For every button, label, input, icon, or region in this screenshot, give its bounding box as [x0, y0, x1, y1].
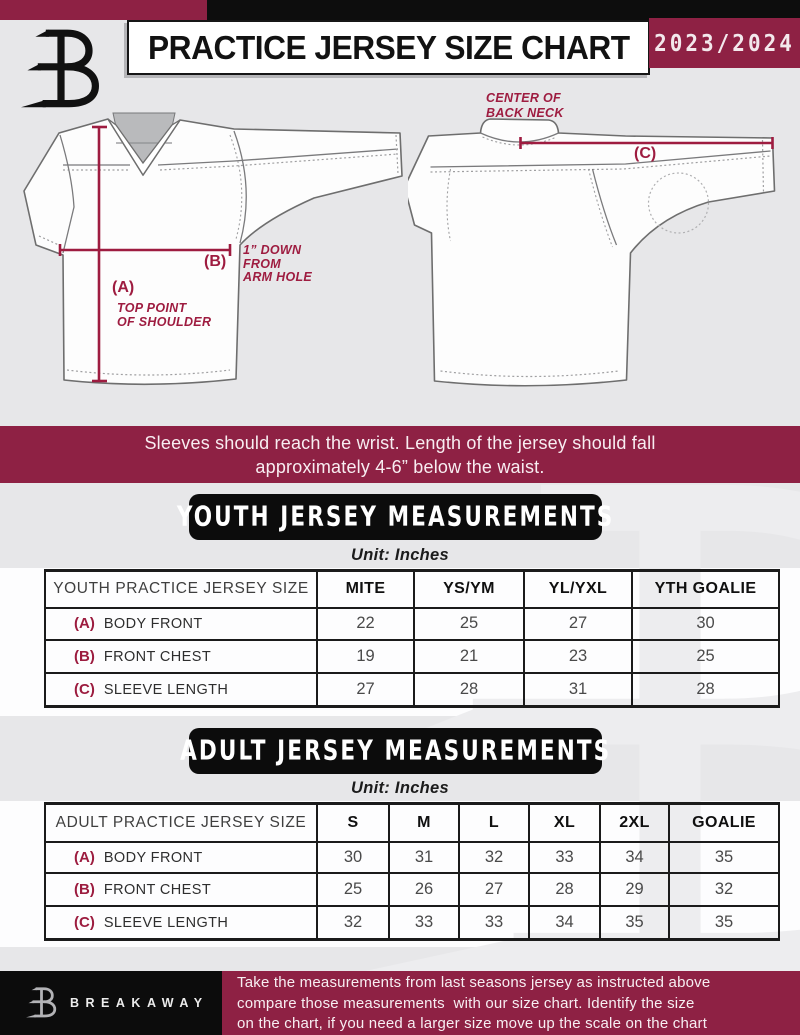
cell-value: 34	[529, 906, 600, 940]
cell-value: 30	[632, 608, 779, 640]
cell-value: 21	[414, 640, 524, 673]
cell-value: 35	[600, 906, 669, 940]
adult-banner-title: ADULT JERSEY MEASUREMENTS	[179, 735, 612, 767]
adult-col-s: S	[317, 804, 389, 842]
adult-size-table	[44, 802, 780, 941]
youth-section-banner	[176, 494, 615, 540]
row-key: (C)	[74, 913, 95, 931]
footer-instruction-line-2: compare those measurements with our size chart. Identify the size	[237, 994, 695, 1012]
breakaway-logo-icon	[20, 26, 102, 114]
youth-banner-title: YOUTH JERSEY MEASUREMENTS	[176, 501, 615, 533]
back-neck-label: CENTER OF BACK NECK	[486, 91, 564, 120]
adult-col-m: M	[389, 804, 459, 842]
page-title-box	[127, 20, 650, 75]
season-badge	[649, 18, 800, 68]
row-label: FRONT CHEST	[103, 648, 212, 665]
cell-value: 31	[389, 842, 459, 873]
table-row	[45, 673, 779, 707]
youth-col-ylyxl: YL/YXL	[524, 571, 632, 608]
adult-col-2xl: 2XL	[600, 804, 669, 842]
label-c: (C)	[634, 145, 657, 162]
row-label: FRONT CHEST	[103, 881, 212, 898]
label-a: (A)	[112, 279, 135, 296]
cell-value: 25	[317, 873, 389, 906]
row-label: SLEEVE LENGTH	[103, 914, 229, 931]
row-label: SLEEVE LENGTH	[103, 681, 229, 698]
footer-instruction-line-1: Take the measurements from last seasons jersey as instructed above	[237, 974, 711, 991]
back-jersey-diagram	[408, 103, 793, 403]
youth-col-mite: MITE	[317, 571, 414, 608]
table-row	[45, 608, 779, 640]
adult-col-l: L	[459, 804, 529, 842]
top-band-black	[207, 0, 800, 20]
cell-value: 33	[459, 906, 529, 940]
fit-notice-line-1: Sleeves should reach the wrist. Length of the jersey should fall	[144, 432, 656, 453]
youth-unit-label: Unit: Inches	[350, 546, 450, 564]
adult-unit-label: Unit: Inches	[350, 779, 450, 797]
cell-value: 35	[669, 842, 779, 873]
label-b-description: 1” DOWN FROM ARM HOLE	[243, 243, 313, 284]
row-key: (C)	[74, 680, 95, 698]
cell-value: 32	[669, 873, 779, 906]
adult-header-row	[45, 804, 779, 842]
footer-instruction-line-3: on the chart, if you need a larger size move up the scale on the chart	[237, 1015, 708, 1032]
cell-value: 30	[317, 842, 389, 873]
fit-notice-line-2: approximately 4-6” below the waist.	[255, 456, 545, 477]
row-key: (A)	[74, 615, 95, 632]
cell-value: 31	[524, 673, 632, 707]
cell-value: 29	[600, 873, 669, 906]
cell-value: 22	[317, 608, 414, 640]
youth-size-table	[44, 569, 780, 708]
row-key: (B)	[74, 647, 95, 665]
cell-value: 26	[389, 873, 459, 906]
adult-col-xl: XL	[529, 804, 600, 842]
back-jersey-body	[408, 119, 775, 386]
row-label: BODY FRONT	[103, 849, 203, 866]
adult-section-banner	[179, 728, 612, 774]
cell-value: 32	[459, 842, 529, 873]
row-key: (A)	[74, 848, 95, 866]
cell-value: 33	[529, 842, 600, 873]
label-a-description: TOP POINT OF SHOULDER	[117, 301, 212, 329]
youth-col-goalie: YTH GOALIE	[632, 571, 779, 608]
cell-value: 27	[524, 608, 632, 640]
cell-value: 34	[600, 842, 669, 873]
adult-col-goalie: GOALIE	[669, 804, 779, 842]
footer-brand-block	[0, 971, 222, 1035]
cell-value: 28	[632, 673, 779, 707]
cell-value: 28	[529, 873, 600, 906]
adult-size-column-header: ADULT PRACTICE JERSEY SIZE	[45, 804, 317, 842]
table-row	[45, 640, 779, 673]
cell-value: 23	[524, 640, 632, 673]
season-label: 2023/2024	[654, 29, 795, 57]
cell-value: 28	[414, 673, 524, 707]
table-row	[45, 873, 779, 906]
footer-instructions	[222, 971, 800, 1035]
top-band-maroon	[0, 0, 207, 20]
label-b: (B)	[204, 253, 227, 270]
cell-value: 25	[414, 608, 524, 640]
cell-value: 27	[317, 673, 414, 707]
breakaway-footer-logo-icon	[26, 986, 57, 1020]
cell-value: 19	[317, 640, 414, 673]
fit-notice-banner	[0, 426, 800, 483]
page-title: PRACTICE JERSEY SIZE CHART	[147, 28, 630, 66]
cell-value: 33	[389, 906, 459, 940]
youth-col-ysym: YS/YM	[414, 571, 524, 608]
row-key: (B)	[74, 880, 95, 898]
front-jersey-body	[24, 119, 402, 384]
table-row	[45, 906, 779, 940]
cell-value: 25	[632, 640, 779, 673]
youth-size-column-header: YOUTH PRACTICE JERSEY SIZE	[45, 571, 317, 608]
cell-value: 27	[459, 873, 529, 906]
table-row	[45, 842, 779, 873]
youth-header-row	[45, 571, 779, 608]
cell-value: 32	[317, 906, 389, 940]
brand-name: BREAKAWAY	[70, 996, 209, 1010]
row-label: BODY FRONT	[103, 616, 203, 632]
cell-value: 35	[669, 906, 779, 940]
